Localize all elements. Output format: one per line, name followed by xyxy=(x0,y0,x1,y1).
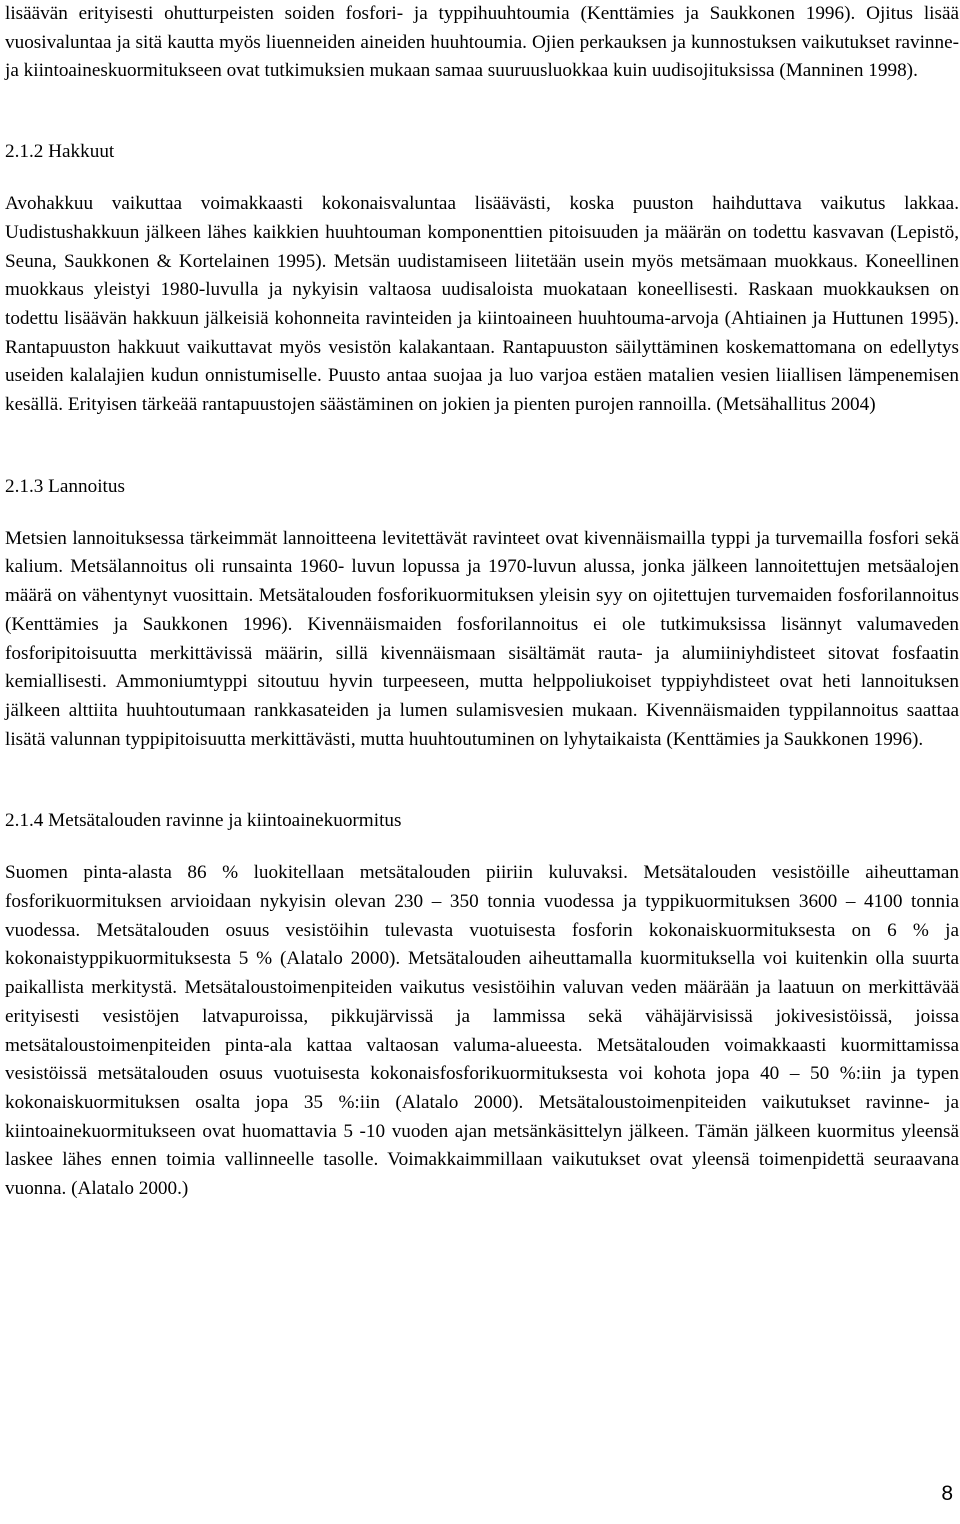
page-number: 8 xyxy=(941,1482,953,1505)
section-body-hakkuut: Avohakkuu vaikuttaa voimakkaasti kokonaisvaluntaa lisäävästi, koska puuston haihduttava vaikutus lakkaa. Uudistushakkuun jälkeen lähes kaikkien huuhtouman komponenttien pitoisuuden ja määrän on todettu kasvavan (Lepistö, Seuna, Saukkonen & Kortelainen 1995). Metsän uudistamiseen liitetään usein myös metsämaan muokkaus. Koneellinen muokkaus yleistyi 1980-luvulla ja nykyisin valtaosa uudisaloista muokataan koneellisesti. Raskaan muokkauksen on todettu lisäävän hakkuun jälkeisiä kohonneita ravinteiden ja kiintoaineen huuhtouma-arvoja (Ahtiainen ja Huttunen 1995). Rantapuuston hakkuut vaikuttavat myös vesistön kalakantaan. Rantapuuston säilyttäminen koskemattomana on edellytys useiden kalalajien kudun onnistumiselle. Puusto antaa suojaa ja luo varjoa estäen matalien vesien liiallisen lämpenemisen kesällä. Erityisen tärkeää rantapuustojen säästäminen on jokien ja pienten purojen rannoilla. (Metsähallitus 2004) xyxy=(5,193,959,416)
section-body-lannoitus: Metsien lannoituksessa tärkeimmät lannoitteena levitettävät ravinteet ovat kivennäismailla typpi ja turvemailla fosfori sekä kalium. Metsälannoitus oli runsainta 1960- luvun lopussa ja 1970-luvun alussa, jonka jälkeen lannoitettujen metsäalojen määrä on vähentynyt vuosittain. Metsätalouden fosforikuormituksen yleisin syy on ojitettujen turvemaiden fosforilannoitus (Kenttämies ja Saukkonen 1996). Kivennäismaiden fosforilannoitus ei ole tutkimuksissa lisännyt valumaveden fosforipitoisuutta merkittävissä määrin, sillä kivennäismaan sisältämät rauta- ja alumiiniyhdisteet sitovat fosfaatin kemiallisesti. Ammoniumtyppi sitoutuu hyvin turpeeseen, mutta helppoliukoiset typpiyhdisteet ovat heti lannoituksen jälkeen alttiita huuhtoutumaan rankkasateiden ja lumen sulamisvesien mukaan. Kivennäismaiden typpilannoitus saattaa lisätä valunnan typpipitoisuutta merkittävästi, mutta huuhtoutuminen on lyhytaikaista (Kenttämies ja Saukkonen 1996). xyxy=(5,527,959,750)
section-body-kuormitus: Suomen pinta-alasta 86 % luokitellaan metsätalouden piiriin kuluvaksi. Metsätalouden vesistöille aiheuttaman fosforikuormituksen arvioidaan nykyisin olevan 230 – 350 tonnia vuodessa ja typpikuormituksen 3600 – 4100 tonnia vuodessa. Metsätalouden osuus vesistöihin tulevasta vuotuisesta fosforin kokonaiskuormituksesta on 6 % ja kokonaistyppikuormituksesta 5 % (Alatalo 2000). Metsätalouden aiheuttamalla kuormituksella voi kuitenkin olla suurta paikallista merkitystä. Metsätaloustoimenpiteiden vaikutus vesistöihin valuvan veden määrään ja laatuun on merkittävää erityisesti vesistöjen latvapuroissa, pikkujärvissä ja lammissa sekä vähäjärvisissä jokivesistöissä, joissa metsätaloustoimenpiteiden pinta-ala kattaa valtaosan valuma-alueesta. Metsätalouden voimakkaasti kuormittamissa vesistöissä metsätalouden osuus vuotuisesta kokonaisfosforikuormituksesta voi kohota jopa 40 – 50 %:iin ja typen kokonaiskuormituksen osalta jopa 35 %:iin (Alatalo 2000). Metsätaloustoimenpiteiden vaikutukset ravinne- ja kiintoainekuormitukseen ovat huomattavia 5 -10 vuoden ajan metsänkäsittelyn jälkeen. Tämän jälkeen kuormitus yleensä laskee lähes ennen toimia vallinneelle tasolle. Voimakkaimmillaan vaikutukset ovat yleensä toimenpidettä seuraavana vuonna. (Alatalo 2000.) xyxy=(5,862,959,1200)
section-heading-hakkuut: 2.1.2 Hakkuut xyxy=(5,141,115,163)
section-heading-kuormitus: 2.1.4 Metsätalouden ravinne ja kiintoainekuormitus xyxy=(5,810,402,832)
section-heading-lannoitus: 2.1.3 Lannoitus xyxy=(5,475,125,497)
intro-paragraph: lisäävän erityisesti ohutturpeisten soiden fosfori- ja typpihuuhtoumia (Kenttämies ja Saukkonen 1996). Ojitus lisää vuosivaluntaa ja sitä kautta myös liuenneiden aineiden huuhtoumia. Ojien perkauksen ja kunnostuksen vaikutukset ravinne- ja kiintoaineskuormitukseen ovat tutkimuksien mukaan samaa suuruusluokkaa kuin uudisojituksissa (Manninen 1998). xyxy=(5,3,959,82)
document-page xyxy=(5,0,959,1204)
